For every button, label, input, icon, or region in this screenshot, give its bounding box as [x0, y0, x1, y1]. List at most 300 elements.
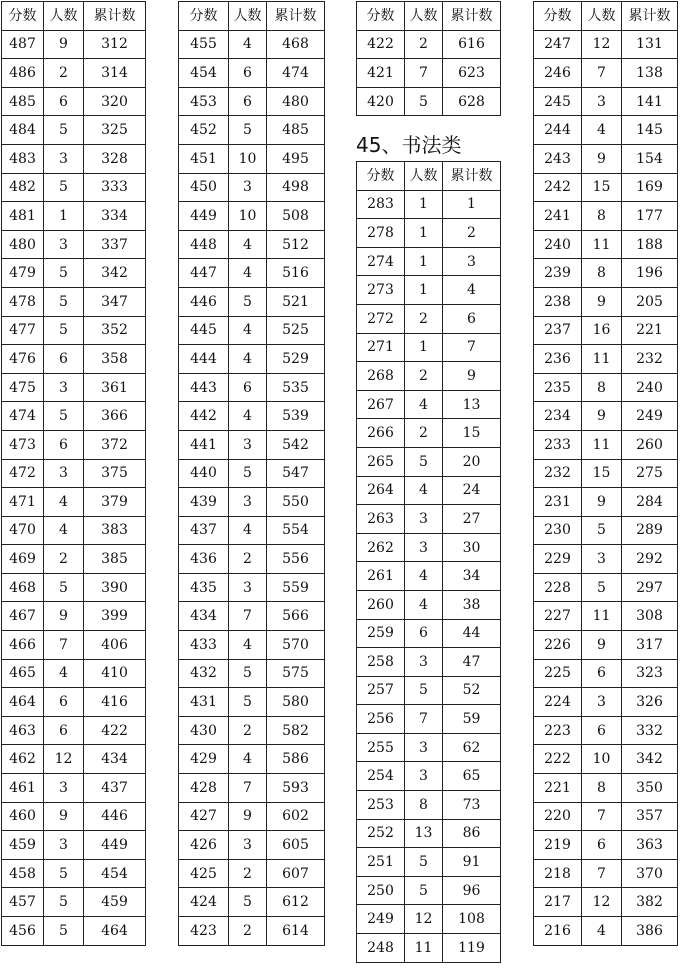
table-row — [534, 345, 678, 374]
table-row — [179, 173, 325, 202]
score-cell: 466 — [2, 631, 44, 660]
count-cell: 8 — [405, 791, 443, 820]
header-row — [534, 2, 678, 31]
cumulative-cell: 593 — [267, 774, 325, 803]
score-cell: 473 — [2, 430, 44, 459]
table-row — [179, 831, 325, 860]
table-row — [357, 791, 501, 820]
score-cell: 264 — [357, 476, 405, 505]
score-cell: 246 — [534, 59, 582, 88]
score-table-1 — [1, 1, 146, 946]
table-row — [179, 116, 325, 145]
table-row — [2, 402, 146, 431]
score-cell: 221 — [534, 774, 582, 803]
cumulative-cell: 289 — [622, 516, 678, 545]
table-row — [534, 716, 678, 745]
cumulative-cell: 138 — [622, 59, 678, 88]
cumulative-cell: 332 — [622, 716, 678, 745]
table-row — [357, 876, 501, 905]
score-cell: 239 — [534, 259, 582, 288]
cumulative-cell: 196 — [622, 259, 678, 288]
count-cell: 2 — [405, 362, 443, 391]
cumulative-cell: 52 — [443, 676, 501, 705]
count-cell: 7 — [229, 774, 267, 803]
table-row — [357, 476, 501, 505]
cumulative-cell: 320 — [84, 87, 146, 116]
cumulative-cell: 550 — [267, 488, 325, 517]
cumulative-cell: 358 — [84, 345, 146, 374]
table-row — [179, 202, 325, 231]
count-cell: 1 — [405, 276, 443, 305]
cumulative-cell: 337 — [84, 230, 146, 259]
table-row — [534, 402, 678, 431]
table-row — [357, 619, 501, 648]
cumulative-cell: 366 — [84, 402, 146, 431]
count-cell: 7 — [229, 602, 267, 631]
table-row — [534, 602, 678, 631]
table-row — [534, 488, 678, 517]
table-row — [2, 173, 146, 202]
count-cell: 3 — [229, 831, 267, 860]
cumulative-cell: 308 — [622, 602, 678, 631]
table-row — [2, 373, 146, 402]
table-row — [2, 430, 146, 459]
count-cell: 5 — [229, 459, 267, 488]
count-cell: 5 — [405, 87, 443, 116]
count-cell: 9 — [44, 30, 84, 59]
table-row — [534, 173, 678, 202]
count-cell: 8 — [582, 373, 622, 402]
count-cell: 4 — [229, 230, 267, 259]
table-row — [179, 87, 325, 116]
calligraphy-score-table — [356, 161, 501, 963]
count-cell: 5 — [44, 859, 84, 888]
column-header: 分数 — [534, 2, 582, 31]
count-cell: 9 — [582, 144, 622, 173]
score-table-3 — [356, 1, 501, 116]
score-cell: 442 — [179, 402, 229, 431]
count-cell: 5 — [229, 659, 267, 688]
count-cell: 4 — [229, 631, 267, 660]
score-cell: 469 — [2, 545, 44, 574]
table-row — [357, 934, 501, 963]
count-cell: 7 — [582, 802, 622, 831]
section-title: 45、书法类 — [356, 133, 462, 157]
cumulative-cell: 154 — [622, 144, 678, 173]
count-cell: 6 — [44, 345, 84, 374]
score-cell: 436 — [179, 545, 229, 574]
score-cell: 441 — [179, 430, 229, 459]
cumulative-cell: 535 — [267, 373, 325, 402]
score-cell: 462 — [2, 745, 44, 774]
cumulative-cell: 370 — [622, 859, 678, 888]
table-row — [2, 802, 146, 831]
table-row — [2, 87, 146, 116]
column-header: 人数 — [229, 2, 267, 31]
cumulative-cell: 512 — [267, 230, 325, 259]
cumulative-cell: 275 — [622, 459, 678, 488]
count-cell: 3 — [44, 459, 84, 488]
count-cell: 3 — [229, 430, 267, 459]
count-cell: 8 — [582, 774, 622, 803]
table-row — [357, 819, 501, 848]
table-row — [179, 602, 325, 631]
count-cell: 5 — [44, 287, 84, 316]
count-cell: 2 — [229, 859, 267, 888]
score-cell: 219 — [534, 831, 582, 860]
score-cell: 231 — [534, 488, 582, 517]
table-row — [179, 259, 325, 288]
count-cell: 15 — [582, 459, 622, 488]
table-row — [534, 430, 678, 459]
cumulative-cell: 205 — [622, 287, 678, 316]
score-cell: 454 — [179, 59, 229, 88]
count-cell: 8 — [582, 259, 622, 288]
cumulative-cell: 559 — [267, 573, 325, 602]
table-row — [179, 545, 325, 574]
count-cell: 7 — [405, 705, 443, 734]
cumulative-cell: 575 — [267, 659, 325, 688]
table-row — [2, 116, 146, 145]
cumulative-cell: 434 — [84, 745, 146, 774]
count-cell: 4 — [229, 516, 267, 545]
table-row — [179, 688, 325, 717]
count-cell: 8 — [582, 202, 622, 231]
cumulative-cell: 449 — [84, 831, 146, 860]
cumulative-cell: 547 — [267, 459, 325, 488]
cumulative-cell: 7 — [443, 333, 501, 362]
count-cell: 3 — [229, 173, 267, 202]
score-cell: 248 — [357, 934, 405, 963]
score-cell: 256 — [357, 705, 405, 734]
count-cell: 16 — [582, 316, 622, 345]
cumulative-cell: 20 — [443, 447, 501, 476]
count-cell: 4 — [405, 390, 443, 419]
table-row — [534, 259, 678, 288]
cumulative-cell: 375 — [84, 459, 146, 488]
cumulative-cell: 73 — [443, 791, 501, 820]
table-row — [534, 545, 678, 574]
score-cell: 432 — [179, 659, 229, 688]
count-cell: 4 — [229, 745, 267, 774]
count-cell: 7 — [405, 59, 443, 88]
score-cell: 426 — [179, 831, 229, 860]
table-row — [179, 459, 325, 488]
score-cell: 268 — [357, 362, 405, 391]
count-cell: 4 — [229, 402, 267, 431]
cumulative-cell: 317 — [622, 631, 678, 660]
cumulative-cell: 177 — [622, 202, 678, 231]
column-header: 人数 — [582, 2, 622, 31]
cumulative-cell: 9 — [443, 362, 501, 391]
cumulative-cell: 529 — [267, 345, 325, 374]
cumulative-cell: 232 — [622, 345, 678, 374]
cumulative-cell: 623 — [443, 59, 501, 88]
cumulative-cell: 334 — [84, 202, 146, 231]
cumulative-cell: 614 — [267, 917, 325, 946]
score-cell: 433 — [179, 631, 229, 660]
count-cell: 9 — [229, 802, 267, 831]
table-row — [2, 230, 146, 259]
cumulative-cell: 498 — [267, 173, 325, 202]
table-row — [357, 276, 501, 305]
table-row — [357, 447, 501, 476]
cumulative-cell: 542 — [267, 430, 325, 459]
table-row — [534, 116, 678, 145]
table-row — [534, 230, 678, 259]
table-row — [179, 888, 325, 917]
count-cell: 5 — [44, 259, 84, 288]
score-cell: 273 — [357, 276, 405, 305]
score-cell: 267 — [357, 390, 405, 419]
score-cell: 450 — [179, 173, 229, 202]
count-cell: 6 — [44, 716, 84, 745]
count-cell: 5 — [229, 116, 267, 145]
cumulative-cell: 628 — [443, 87, 501, 116]
table-row — [357, 562, 501, 591]
count-cell: 5 — [582, 573, 622, 602]
score-cell: 463 — [2, 716, 44, 745]
table-row — [357, 905, 501, 934]
count-cell: 5 — [229, 688, 267, 717]
cumulative-cell: 96 — [443, 876, 501, 905]
table-row — [534, 373, 678, 402]
table-row — [179, 659, 325, 688]
score-cell: 434 — [179, 602, 229, 631]
column-header: 累计数 — [84, 2, 146, 31]
table-row — [2, 144, 146, 173]
score-cell: 278 — [357, 219, 405, 248]
cumulative-cell: 3 — [443, 247, 501, 276]
count-cell: 5 — [405, 876, 443, 905]
count-cell: 3 — [405, 505, 443, 534]
cumulative-cell: 605 — [267, 831, 325, 860]
cumulative-cell: 44 — [443, 619, 501, 648]
table-row — [534, 688, 678, 717]
cumulative-cell: 399 — [84, 602, 146, 631]
cumulative-cell: 361 — [84, 373, 146, 402]
cumulative-cell: 240 — [622, 373, 678, 402]
score-cell: 262 — [357, 533, 405, 562]
table-row — [357, 533, 501, 562]
table-row — [2, 316, 146, 345]
table-row — [357, 590, 501, 619]
score-cell: 242 — [534, 173, 582, 202]
cumulative-cell: 30 — [443, 533, 501, 562]
count-cell: 7 — [44, 631, 84, 660]
score-cell: 228 — [534, 573, 582, 602]
count-cell: 3 — [582, 688, 622, 717]
cumulative-cell: 86 — [443, 819, 501, 848]
count-cell: 3 — [405, 762, 443, 791]
count-cell: 3 — [405, 648, 443, 677]
column-header: 分数 — [2, 2, 44, 31]
count-cell: 5 — [44, 917, 84, 946]
table-row — [534, 802, 678, 831]
cumulative-cell: 480 — [267, 87, 325, 116]
table-row — [357, 419, 501, 448]
count-cell: 4 — [582, 116, 622, 145]
table-row — [357, 390, 501, 419]
score-cell: 250 — [357, 876, 405, 905]
cumulative-cell: 249 — [622, 402, 678, 431]
score-cell: 421 — [357, 59, 405, 88]
score-cell: 444 — [179, 345, 229, 374]
cumulative-cell: 556 — [267, 545, 325, 574]
score-cell: 445 — [179, 316, 229, 345]
count-cell: 2 — [229, 917, 267, 946]
score-cell: 453 — [179, 87, 229, 116]
score-cell: 272 — [357, 304, 405, 333]
score-cell: 425 — [179, 859, 229, 888]
count-cell: 6 — [582, 716, 622, 745]
score-cell: 230 — [534, 516, 582, 545]
score-cell: 486 — [2, 59, 44, 88]
cumulative-cell: 586 — [267, 745, 325, 774]
score-cell: 245 — [534, 87, 582, 116]
cumulative-cell: 474 — [267, 59, 325, 88]
table-row — [534, 202, 678, 231]
cumulative-cell: 119 — [443, 934, 501, 963]
table-row — [357, 733, 501, 762]
score-cell: 435 — [179, 573, 229, 602]
count-cell: 11 — [582, 430, 622, 459]
table-row — [2, 516, 146, 545]
count-cell: 3 — [44, 230, 84, 259]
table-row — [534, 144, 678, 173]
table-row — [2, 459, 146, 488]
count-cell: 3 — [582, 87, 622, 116]
cumulative-cell: 4 — [443, 276, 501, 305]
count-cell: 6 — [229, 87, 267, 116]
score-cell: 424 — [179, 888, 229, 917]
header-row — [357, 2, 501, 31]
cumulative-cell: 62 — [443, 733, 501, 762]
cumulative-cell: 2 — [443, 219, 501, 248]
cumulative-cell: 38 — [443, 590, 501, 619]
score-cell: 237 — [534, 316, 582, 345]
cumulative-cell: 437 — [84, 774, 146, 803]
score-cell: 259 — [357, 619, 405, 648]
table-row — [2, 745, 146, 774]
count-cell: 4 — [229, 345, 267, 374]
cumulative-cell: 297 — [622, 573, 678, 602]
table-row — [179, 144, 325, 173]
count-cell: 4 — [229, 259, 267, 288]
count-cell: 5 — [44, 573, 84, 602]
table-row — [179, 488, 325, 517]
score-cell: 465 — [2, 659, 44, 688]
column-header: 累计数 — [443, 162, 501, 191]
score-cell: 458 — [2, 859, 44, 888]
cumulative-cell: 1 — [443, 190, 501, 219]
count-cell: 5 — [405, 676, 443, 705]
count-cell: 5 — [44, 173, 84, 202]
table-row — [179, 287, 325, 316]
score-table-2 — [178, 1, 325, 946]
cumulative-cell: 59 — [443, 705, 501, 734]
table-row — [357, 219, 501, 248]
table-row — [534, 774, 678, 803]
cumulative-cell: 325 — [84, 116, 146, 145]
table-row — [179, 30, 325, 59]
score-cell: 226 — [534, 631, 582, 660]
cumulative-cell: 422 — [84, 716, 146, 745]
table-row — [357, 648, 501, 677]
count-cell: 6 — [582, 831, 622, 860]
table-row — [2, 259, 146, 288]
cumulative-cell: 485 — [267, 116, 325, 145]
score-cell: 254 — [357, 762, 405, 791]
cumulative-cell: 454 — [84, 859, 146, 888]
cumulative-cell: 508 — [267, 202, 325, 231]
column-header: 人数 — [44, 2, 84, 31]
table-row — [357, 362, 501, 391]
cumulative-cell: 602 — [267, 802, 325, 831]
score-cell: 440 — [179, 459, 229, 488]
cumulative-cell: 363 — [622, 831, 678, 860]
table-row — [179, 373, 325, 402]
count-cell: 15 — [582, 173, 622, 202]
score-cell: 251 — [357, 848, 405, 877]
table-row — [2, 659, 146, 688]
count-cell: 4 — [405, 590, 443, 619]
count-cell: 9 — [582, 488, 622, 517]
count-cell: 9 — [582, 287, 622, 316]
table-row — [2, 917, 146, 946]
table-row — [2, 631, 146, 660]
cumulative-cell: 141 — [622, 87, 678, 116]
count-cell: 3 — [229, 573, 267, 602]
column-header: 人数 — [405, 2, 443, 31]
count-cell: 2 — [44, 545, 84, 574]
cumulative-cell: 390 — [84, 573, 146, 602]
score-cell: 265 — [357, 447, 405, 476]
cumulative-cell: 383 — [84, 516, 146, 545]
score-cell: 423 — [179, 917, 229, 946]
score-cell: 253 — [357, 791, 405, 820]
score-cell: 475 — [2, 373, 44, 402]
cumulative-cell: 328 — [84, 144, 146, 173]
count-cell: 3 — [44, 373, 84, 402]
table-row — [2, 202, 146, 231]
score-cell: 451 — [179, 144, 229, 173]
score-cell: 439 — [179, 488, 229, 517]
score-cell: 247 — [534, 30, 582, 59]
count-cell: 6 — [229, 59, 267, 88]
score-cell: 238 — [534, 287, 582, 316]
score-cell: 258 — [357, 648, 405, 677]
cumulative-cell: 350 — [622, 774, 678, 803]
cumulative-cell: 91 — [443, 848, 501, 877]
cumulative-cell: 27 — [443, 505, 501, 534]
table-row — [2, 59, 146, 88]
count-cell: 6 — [44, 430, 84, 459]
score-cell: 261 — [357, 562, 405, 591]
count-cell: 3 — [582, 545, 622, 574]
cumulative-cell: 446 — [84, 802, 146, 831]
table-row — [534, 745, 678, 774]
cumulative-cell: 406 — [84, 631, 146, 660]
score-cell: 461 — [2, 774, 44, 803]
score-cell: 455 — [179, 30, 229, 59]
table-row — [2, 831, 146, 860]
score-cell: 446 — [179, 287, 229, 316]
score-cell: 430 — [179, 716, 229, 745]
score-cell: 485 — [2, 87, 44, 116]
score-cell: 422 — [357, 30, 405, 59]
score-cell: 449 — [179, 202, 229, 231]
